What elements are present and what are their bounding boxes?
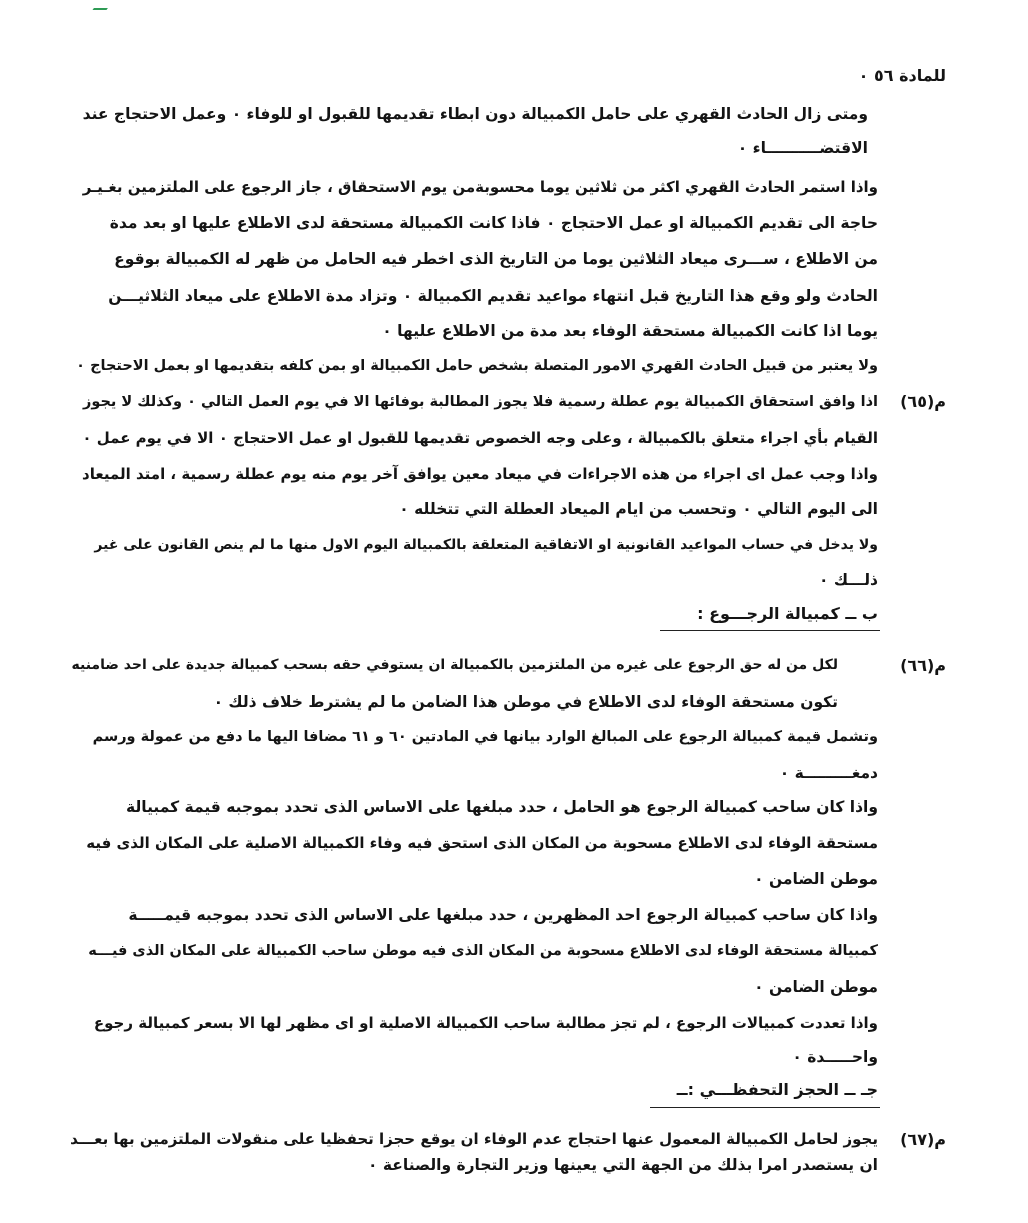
text-line: واذا كان ساحب كمبيالة الرجوع هو الحامل ، حدد مبلغها على الاساس الذى تحدد بموجبه قيمة كمبيالة [126, 798, 878, 816]
text-line: واذا تعددت كمبيالات الرجوع ، لم تجز مطالبة ساحب الكمبيالة الاصلية او اى مظهر لها الا بسعر كمبيالة رجوع [93, 1014, 878, 1032]
text-line: ولا يدخل في حساب المواعيد القانونية او الاتفاقية المتعلقة بالكمبيالة اليوم الاول منها ما لم ينص القانون على غير [94, 537, 878, 553]
section-heading: ب ــ كمبيالة الرجـــوع : [697, 604, 878, 623]
text-line: لكل من له حق الرجوع على غيره من الملتزمين بالكمبيالة ان يستوفي حقه بسحب كمبيالة جديدة على احد ضامنيه [71, 657, 838, 673]
text-line: الى اليوم التالي ٠ وتحسب من ايام الميعاد العطلة التي تتخلله ٠ [399, 500, 878, 518]
text-line: مستحقة الوفاء لدى الاطلاع مسحوبة من المكان الذى استحق فيه وفاء الكمبيالة الاصلية على المكان الذى فيه [86, 834, 878, 852]
heading-underline [650, 1107, 880, 1108]
text-line: وتشمل قيمة كمبيالة الرجوع على المبالغ الوارد بيانها في المادتين ٦٠ و ٦١ مضافا اليها ما دفع من عمولة ورسم [92, 729, 878, 745]
text-line: ومتى زال الحادث القهري على حامل الكمبيالة دون ابطاء تقديمها للقبول او للوفاء ٠ وعمل الاحتجاج عند [82, 105, 868, 123]
heading-underline [660, 630, 880, 631]
text-line: كمبيالة مستحقة الوفاء لدى الاطلاع مسحوبة من المكان الذى فيه موطن ساحب الكمبيالة على المكان الذى فيـــه [88, 943, 878, 959]
text-line: الاقتضــــــــــاء ٠ [737, 139, 868, 157]
article-number: م(٦٧) [900, 1130, 946, 1149]
text-line: واذا وجب عمل اى اجراء من هذه الاجراءات في ميعاد معين يوافق آخر يوم منه يوم عطلة رسمية ، امتد الميعاد [82, 465, 878, 483]
section-heading: جـ ــ الحجز التحفظـــي :ــ [676, 1080, 878, 1099]
text-line: واذا كان ساحب كمبيالة الرجوع احد المظهرين ، حدد مبلغها على الاساس الذى تحدد بموجبه قيمـــــة [128, 906, 878, 924]
text-line: ولا يعتبر من قبيل الحادث القهري الامور المتصلة بشخص حامل الكمبيالة او بمن كلفه بتقديمها او بعمل الاحتجاج ٠ [76, 358, 878, 374]
text-line: موطن الضامن ٠ [754, 978, 878, 996]
article-number: م(٦٦) [900, 656, 946, 675]
text-line: تكون مستحقة الوفاء لدى الاطلاع في موطن هذا الضامن ما لم يشترط خلاف ذلك ٠ [213, 693, 838, 711]
text-line: من الاطلاع ، ســـرى ميعاد الثلاثين يوما من التاريخ الذى اخطر فيه الحامل من ظهر له الكمبيالة بوقوع [114, 250, 878, 268]
text-line: موطن الضامن ٠ [754, 870, 878, 888]
text-line: واحـــــدة ٠ [792, 1048, 878, 1066]
text-line: القيام بأي اجراء متعلق بالكمبيالة ، وعلى وجه الخصوص تقديمها للقبول او عمل الاحتجاج ٠ الا في يوم عمل ٠ [82, 429, 878, 447]
text-line: يوما اذا كانت الكمبيالة مستحقة الوفاء بعد مدة من الاطلاع عليها ٠ [382, 322, 878, 340]
text-line: دمغـــــــــة ٠ [779, 764, 878, 782]
green-corner-mark [92, 0, 113, 10]
text-line: ذلـــك ٠ [819, 571, 878, 589]
article-heading: للمادة ٥٦ ٠ [858, 66, 946, 85]
text-line: واذا استمر الحادث القهري اكثر من ثلاثين يوما محسوبةمن يوم الاستحقاق ، جاز الرجوع على الملتزمين بغـيـر [82, 178, 878, 196]
article-number: م(٦٥) [900, 392, 946, 411]
text-line: اذا وافق استحقاق الكمبيالة يوم عطلة رسمية فلا يجوز المطالبة بوفائها الا في يوم العمل التالي ٠ وكذلك لا يجوز [83, 394, 878, 410]
text-line: الحادث ولو وقع هذا التاريخ قبل انتهاء مواعيد تقديم الكمبيالة ٠ وتزاد مدة الاطلاع على ميعاد الثلاثيـــن [108, 287, 878, 305]
text-line: يجوز لحامل الكمبيالة المعمول عنها احتجاج عدم الوفاء ان يوقع حجزا تحفظيا على منقولات الملتزمين بها بعـــد [70, 1130, 878, 1148]
text-line: ان يستصدر امرا بذلك من الجهة التي يعينها وزير التجارة والصناعة ٠ [368, 1156, 878, 1174]
text-line: حاجة الى تقديم الكمبيالة او عمل الاحتجاج ٠ فاذا كانت الكمبيالة مستحقة لدى الاطلاع عليها او بعد مدة [109, 214, 878, 232]
